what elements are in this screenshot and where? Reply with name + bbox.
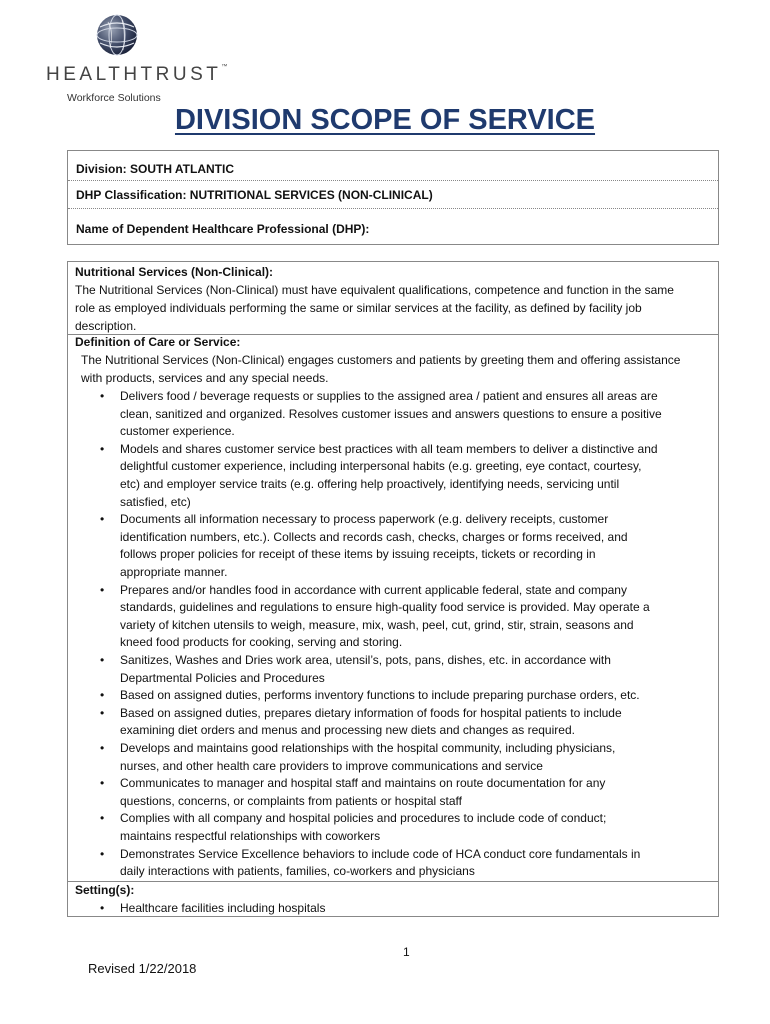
brand-name: HEALTHTRUST™ bbox=[46, 64, 228, 85]
nutritional-heading: Nutritional Services (Non-Clinical): bbox=[75, 265, 274, 279]
dhp-name-label: Name of Dependent Healthcare Professional (DHP): bbox=[76, 222, 370, 236]
divider bbox=[68, 180, 718, 181]
division-label: Division: SOUTH ATLANTIC bbox=[76, 162, 234, 176]
bullet-icon: • bbox=[100, 653, 105, 667]
definition-bullet-line: Complies with all company and hospital policies and procedures to include code of conduct; bbox=[120, 811, 607, 826]
definition-bullet-line: kneed food products for cooking, serving and storing. bbox=[120, 635, 403, 650]
globe-logo-icon bbox=[96, 14, 138, 56]
setting-item: Healthcare facilities including hospitals bbox=[120, 901, 326, 915]
definition-bullet-line: Based on assigned duties, prepares dietary information of foods for hospital patients to include bbox=[120, 705, 622, 720]
definition-bullet-line: Demonstrates Service Excellence behaviors to include code of HCA conduct core fundamentals in bbox=[120, 846, 641, 861]
definition-bullet-line: Based on assigned duties, performs inventory functions to include preparing purchase orders, etc. bbox=[120, 688, 640, 703]
definition-bullet-line: examining diet orders and menus and processing new diets and changes as required. bbox=[120, 723, 575, 738]
bullet-icon: • bbox=[100, 811, 105, 826]
content-box bbox=[67, 261, 719, 917]
nutritional-text-line: role as employed individuals performing the same or similar services at the facility, as defined by facility job bbox=[75, 301, 642, 315]
definition-bullet-line: satisfied, etc) bbox=[120, 494, 191, 509]
definition-bullet-line: appropriate manner. bbox=[120, 565, 228, 579]
definition-bullet-line: Sanitizes, Washes and Dries work area, utensil’s, pots, pans, dishes, etc. in accordance with bbox=[120, 653, 611, 667]
definition-intro-line: with products, services and any special needs. bbox=[81, 371, 329, 385]
definition-bullet-line: variety of kitchen utensils to weigh, measure, mix, wash, peel, cut, grind, stir, strain, seasons and bbox=[120, 617, 634, 632]
nutritional-text-line: description. bbox=[75, 319, 137, 333]
definition-bullet-line: nurses, and other health care providers to improve communications and service bbox=[120, 758, 543, 773]
definition-bullet-line: daily interactions with patients, families, co-workers and physicians bbox=[120, 864, 475, 879]
page-title: DIVISION SCOPE OF SERVICE bbox=[174, 104, 596, 136]
definition-bullet-line: delightful customer experience, including interpersonal habits (e.g. greeting, eye contact, courtesy, bbox=[120, 459, 642, 474]
setting-heading: Setting(s): bbox=[75, 883, 135, 897]
definition-bullet-line: Communicates to manager and hospital staff and maintains on route documentation for any bbox=[120, 776, 606, 791]
definition-bullet-line: identification numbers, etc.). Collects and records cash, checks, charges or forms received, and bbox=[120, 529, 628, 544]
definition-bullet-line: follows proper policies for receipt of these items by issuing receipts, tickets or recording in bbox=[120, 547, 596, 562]
bullet-icon: • bbox=[100, 512, 105, 527]
definition-bullet-line: etc) and employer service traits (e.g. offering help proactively, identifying needs, servicing until bbox=[120, 477, 620, 491]
definition-bullet-line: Departmental Policies and Procedures bbox=[120, 670, 325, 685]
bullet-icon: • bbox=[100, 705, 105, 720]
definition-bullet-line: Documents all information necessary to process paperwork (e.g. delivery receipts, customer bbox=[120, 512, 609, 527]
definition-bullet-line: customer experience. bbox=[120, 424, 235, 439]
classification-label: DHP Classification: NUTRITIONAL SERVICES (NON-CLINICAL) bbox=[76, 188, 433, 202]
bullet-icon: • bbox=[100, 441, 105, 456]
revised-date: Revised 1/22/2018 bbox=[88, 961, 197, 976]
definition-bullet-line: Delivers food / beverage requests or supplies to the assigned area / patient and ensures all areas are bbox=[120, 389, 658, 403]
definition-bullet-line: Models and shares customer service best practices with all team members to deliver a distinctive and bbox=[120, 441, 658, 456]
definition-intro-line: The Nutritional Services (Non-Clinical) engages customers and patients by greeting them and offering assistance bbox=[81, 353, 681, 367]
bullet-icon: • bbox=[100, 776, 105, 791]
definition-bullet-line: Develops and maintains good relationships with the hospital community, including physicians, bbox=[120, 741, 616, 755]
bullet-icon: • bbox=[100, 582, 105, 597]
bullet-icon: • bbox=[100, 688, 105, 703]
divider bbox=[68, 208, 718, 209]
brand-subtitle: Workforce Solutions bbox=[67, 92, 161, 104]
definition-bullet-line: Prepares and/or handles food in accordance with current applicable federal, state and company bbox=[120, 582, 627, 597]
definition-bullet-line: questions, concerns, or complaints from patients or hospital staff bbox=[120, 793, 462, 808]
bullet-icon: • bbox=[100, 741, 105, 755]
bullet-icon: • bbox=[100, 846, 105, 861]
nutritional-text-line: The Nutritional Services (Non-Clinical) must have equivalent qualifications, competence and function in the same bbox=[75, 283, 674, 297]
definition-heading: Definition of Care or Service: bbox=[75, 335, 241, 349]
definition-bullet-line: standards, guidelines and regulations to ensure high-quality food service is provided. May operate a bbox=[120, 600, 650, 615]
definition-bullet-line: clean, sanitized and organized. Resolves customer issues and answers questions to ensure a positive bbox=[120, 406, 662, 421]
section-divider bbox=[68, 881, 718, 882]
bullet-icon: • bbox=[100, 389, 105, 403]
page-number: 1 bbox=[403, 945, 410, 959]
header-box bbox=[67, 150, 719, 245]
definition-bullet-line: maintains respectful relationships with coworkers bbox=[120, 829, 381, 843]
bullet-icon: • bbox=[100, 901, 105, 915]
